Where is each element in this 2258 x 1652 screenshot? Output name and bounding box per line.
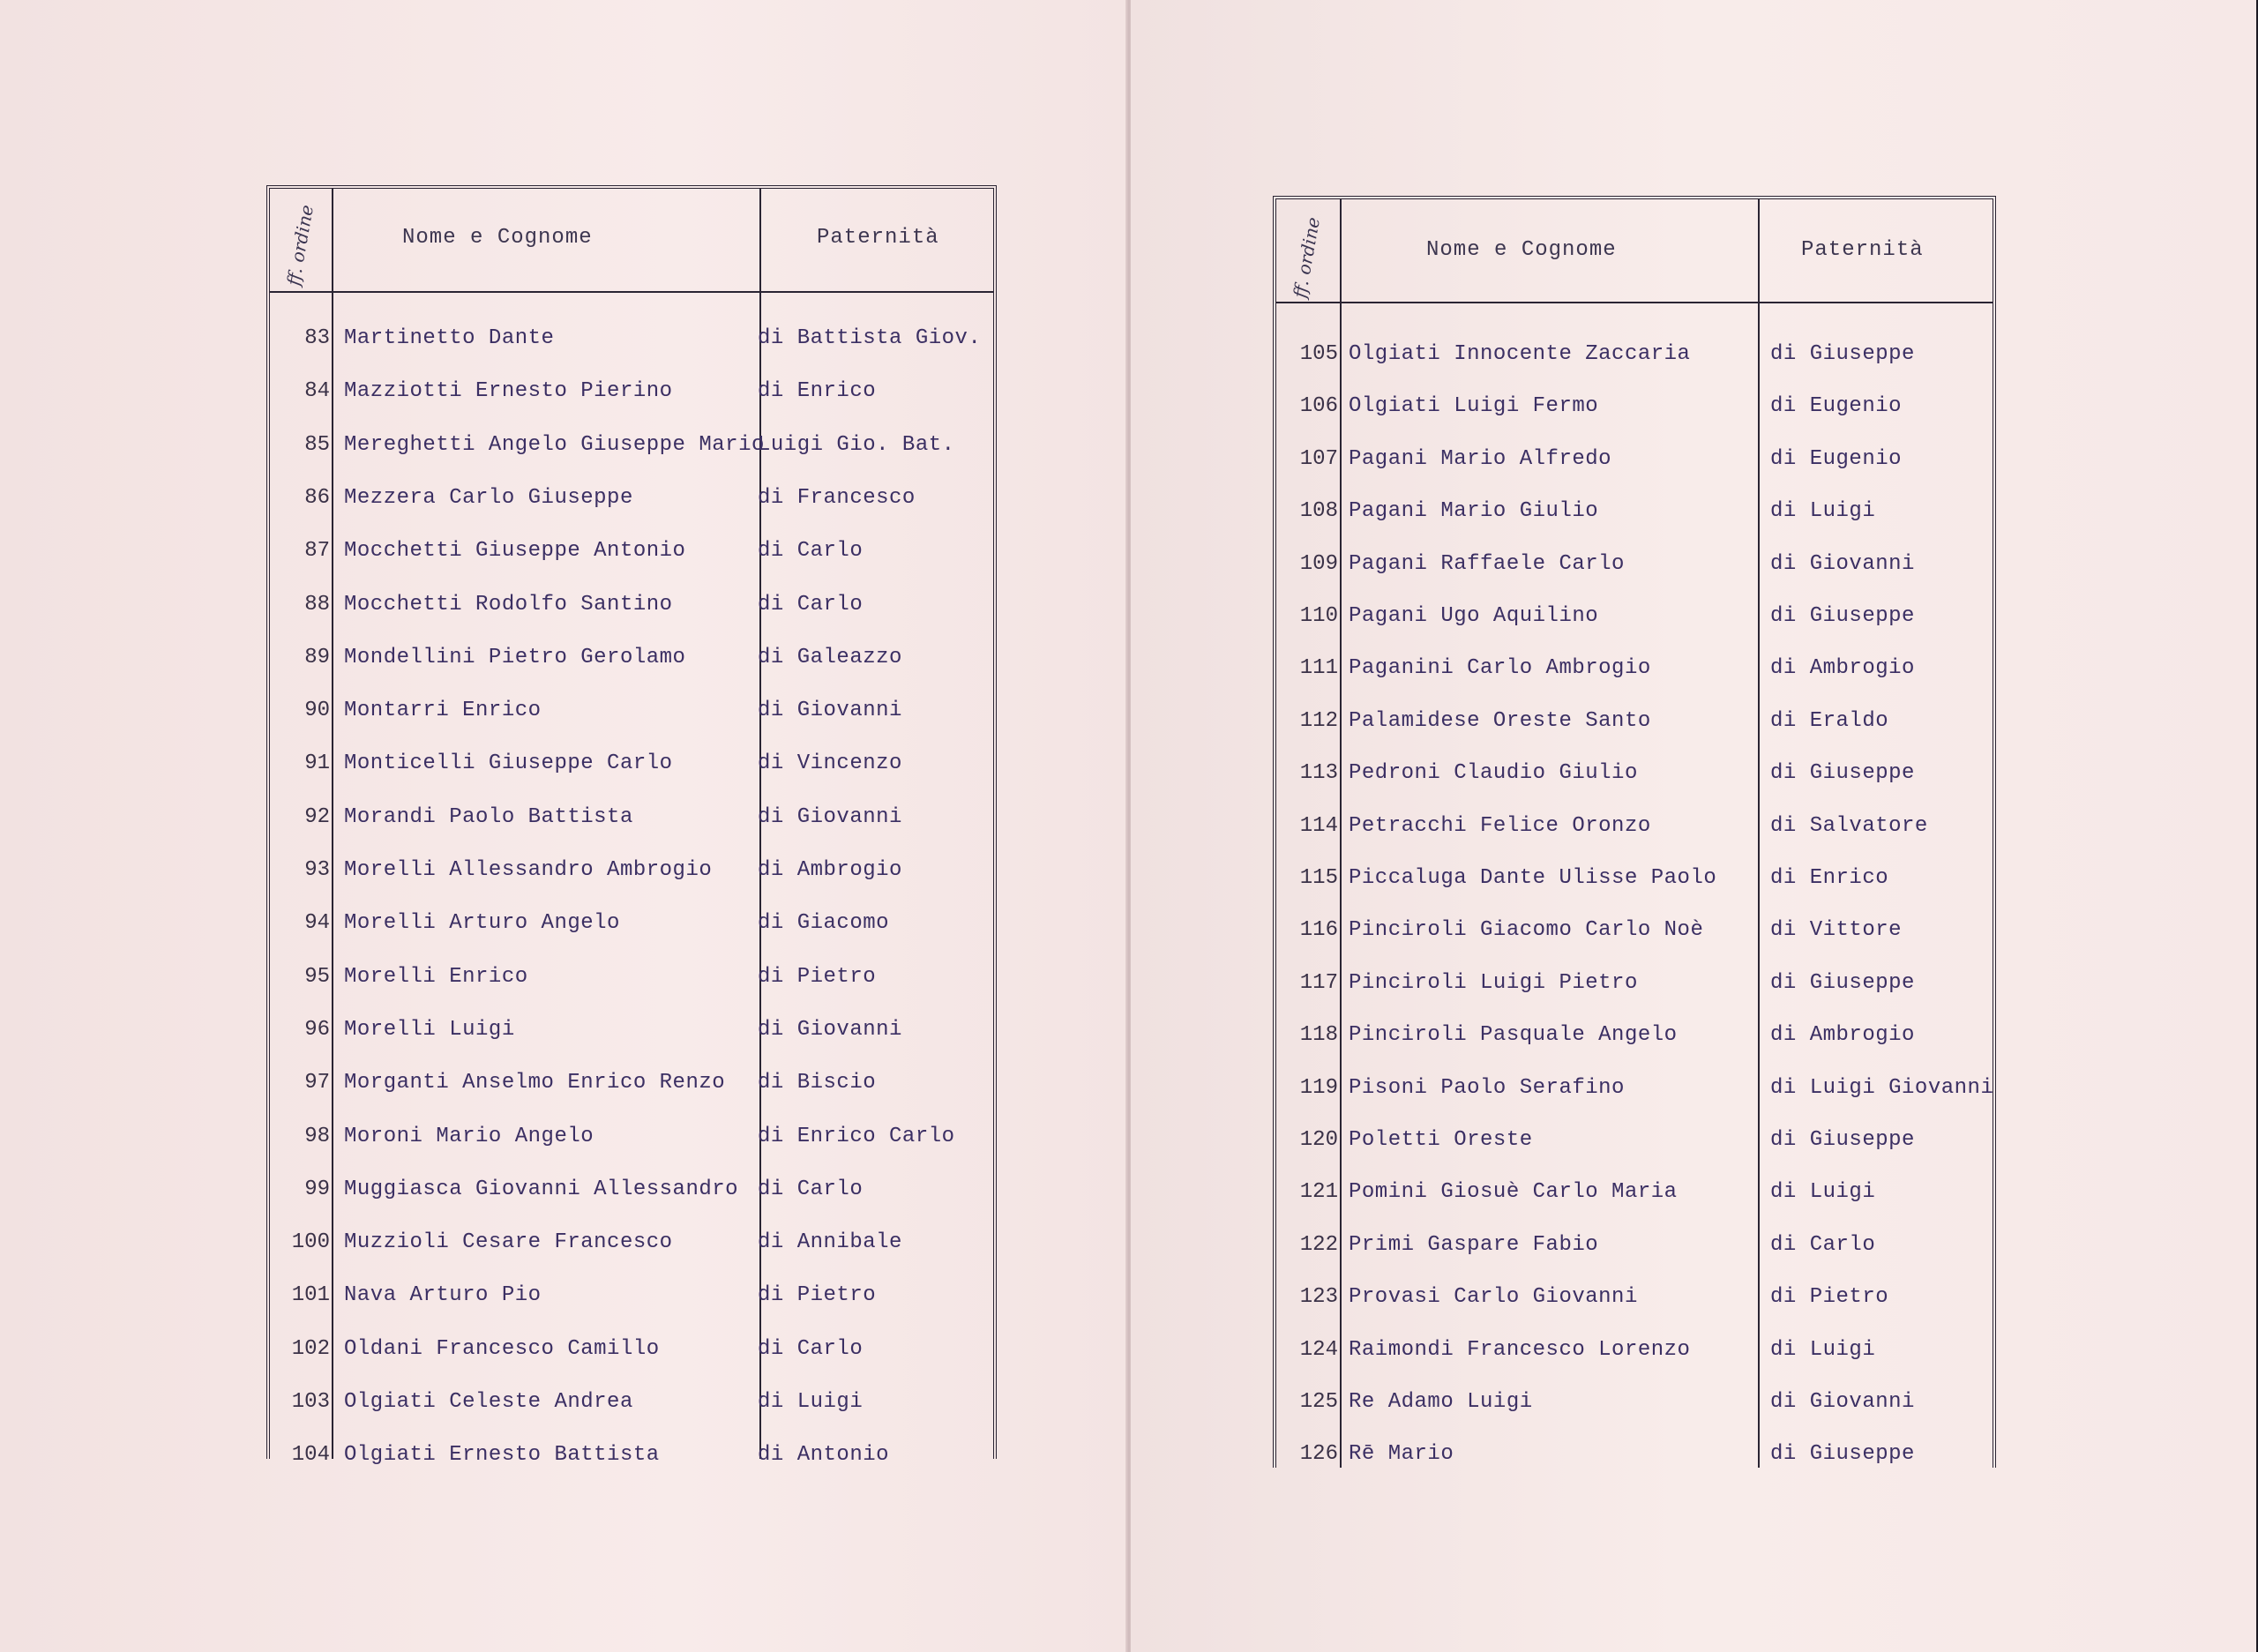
row-name: Pedroni Claudio Giulio — [1349, 761, 1638, 786]
row-name: Provasi Carlo Giovanni — [1349, 1285, 1638, 1310]
row-number: 86 — [304, 485, 330, 510]
row-paternity: di Giuseppe — [1770, 970, 1915, 995]
table-row — [1276, 756, 1993, 807]
row-name: Muzzioli Cesare Francesco — [344, 1230, 673, 1255]
table-row — [270, 321, 993, 372]
row-name: Morelli Luigi — [344, 1017, 515, 1042]
row-number: 120 — [1299, 1128, 1338, 1152]
row-number: 87 — [304, 539, 330, 564]
table-row — [1276, 389, 1993, 440]
row-paternity: di Eugenio — [1770, 394, 1903, 419]
row-number: 108 — [1299, 499, 1338, 524]
row-name: Pagani Mario Giulio — [1349, 499, 1599, 524]
row-paternity: di Annibale — [758, 1230, 902, 1255]
table-row — [270, 1065, 993, 1117]
row-paternity: di Enrico Carlo — [758, 1124, 955, 1148]
table-row — [1276, 337, 1993, 388]
row-paternity: di Ambrogio — [1770, 1023, 1915, 1048]
row-paternity: di Giuseppe — [1770, 1128, 1915, 1152]
row-paternity: di Ambrogio — [758, 858, 902, 882]
row-paternity: di Salvatore — [1770, 813, 1928, 838]
row-name: Morelli Allessandro Ambrogio — [344, 858, 713, 882]
header-paternity: Paternità — [1801, 238, 1924, 262]
row-name: Montarri Enrico — [344, 699, 542, 723]
row-paternity: di Giuseppe — [1770, 342, 1915, 366]
row-paternity: di Giovanni — [1770, 551, 1915, 576]
row-name: Palamidese Oreste Santo — [1349, 708, 1651, 733]
row-name: Pagani Mario Alfredo — [1349, 446, 1612, 471]
table-row — [1276, 1385, 1993, 1436]
row-number: 84 — [304, 379, 330, 404]
row-number: 110 — [1299, 604, 1338, 628]
row-number: 124 — [1299, 1337, 1338, 1362]
header-name: Nome e Cognome — [402, 226, 593, 250]
row-paternity: di Pietro — [1770, 1285, 1889, 1310]
table-row — [270, 746, 993, 797]
row-name: Mereghetti Angelo Giuseppe Mario — [344, 432, 765, 457]
register-table-right — [1273, 196, 1996, 1468]
row-paternity: di Giovanni — [758, 804, 902, 829]
row-paternity: di Giuseppe — [1770, 761, 1915, 786]
row-name: Olgiati Ernesto Battista — [344, 1443, 660, 1468]
row-name: Raimondi Francesco Lorenzo — [1349, 1337, 1691, 1362]
row-number: 111 — [1299, 656, 1338, 681]
row-name: Mocchetti Rodolfo Santino — [344, 592, 673, 617]
table-row — [1276, 1228, 1993, 1279]
row-paternity: di Giovanni — [758, 1017, 902, 1042]
header-name: Nome e Cognome — [1426, 238, 1617, 262]
row-number: 109 — [1299, 551, 1338, 576]
row-name: Piccaluga Dante Ulisse Paolo — [1349, 866, 1717, 890]
row-name: Pisoni Paolo Serafino — [1349, 1075, 1625, 1100]
row-name: Pinciroli Giacomo Carlo Noè — [1349, 918, 1704, 943]
row-number: 99 — [304, 1177, 330, 1201]
table-row — [1276, 1437, 1993, 1488]
row-number: 100 — [291, 1230, 330, 1255]
table-row — [1276, 651, 1993, 702]
row-name: Pomini Giosuè Carlo Maria — [1349, 1180, 1678, 1205]
table-row — [270, 960, 993, 1011]
row-number: 125 — [1299, 1390, 1338, 1414]
row-number: 117 — [1299, 970, 1338, 995]
row-number: 115 — [1299, 866, 1338, 890]
row-number: 106 — [1299, 394, 1338, 419]
row-name: Mazziotti Ernesto Pierino — [344, 379, 673, 404]
row-paternity: di Francesco — [758, 485, 916, 510]
row-paternity: di Pietro — [758, 1283, 877, 1308]
table-row — [1276, 547, 1993, 598]
table-row — [270, 640, 993, 691]
row-paternity: di Eugenio — [1770, 446, 1903, 471]
row-paternity: di Biscio — [758, 1071, 877, 1095]
row-name: Morganti Anselmo Enrico Renzo — [344, 1071, 726, 1095]
table-row — [270, 1332, 993, 1383]
row-paternity: di Carlo — [758, 1336, 864, 1361]
table-row — [1276, 913, 1993, 964]
table-row — [270, 1172, 993, 1223]
table-row — [270, 587, 993, 639]
row-paternity: di Giuseppe — [1770, 1442, 1915, 1467]
row-paternity: di Enrico — [1770, 866, 1889, 890]
row-paternity: di Battista Giov. — [758, 326, 982, 350]
row-name: Mocchetti Giuseppe Antonio — [344, 539, 686, 564]
row-number: 112 — [1299, 708, 1338, 733]
row-paternity: di Vincenzo — [758, 751, 902, 776]
row-name: Mezzera Carlo Giuseppe — [344, 485, 633, 510]
row-paternity: di Carlo — [758, 1177, 864, 1201]
table-row — [270, 1119, 993, 1170]
row-number: 107 — [1299, 446, 1338, 471]
table-row — [1276, 1280, 1993, 1331]
table-row — [1276, 966, 1993, 1017]
row-name: Morelli Enrico — [344, 964, 528, 989]
row-paternity: di Luigi — [1770, 499, 1876, 524]
row-name: Olgiati Celeste Andrea — [344, 1390, 633, 1414]
table-row — [1276, 809, 1993, 860]
row-paternity: di Carlo — [758, 539, 864, 564]
row-number: 119 — [1299, 1075, 1338, 1100]
row-number: 114 — [1299, 813, 1338, 838]
row-number: 121 — [1299, 1180, 1338, 1205]
table-row — [1276, 704, 1993, 755]
table-row — [270, 374, 993, 425]
table-row — [1276, 1123, 1993, 1174]
row-paternity: di Giacomo — [758, 911, 890, 936]
row-paternity: di Vittore — [1770, 918, 1903, 943]
row-name: Primi Gaspare Fabio — [1349, 1232, 1599, 1257]
table-row — [270, 1013, 993, 1064]
table-row — [1276, 1071, 1993, 1122]
row-number: 118 — [1299, 1023, 1338, 1048]
row-paternity: di Galeazzo — [758, 645, 902, 669]
row-paternity: di Luigi — [1770, 1180, 1876, 1205]
table-row — [270, 534, 993, 585]
row-name: Olgiati Innocente Zaccaria — [1349, 342, 1691, 366]
row-number: 94 — [304, 911, 330, 936]
row-paternity: di Giuseppe — [1770, 604, 1915, 628]
row-name: Muggiasca Giovanni Allessandro — [344, 1177, 739, 1201]
row-paternity: di Enrico — [758, 379, 877, 404]
table-row — [270, 428, 993, 479]
row-paternity: di Giovanni — [1770, 1390, 1915, 1414]
row-name: Morelli Arturo Angelo — [344, 911, 620, 936]
table-row — [1276, 442, 1993, 493]
row-paternity: di Luigi — [1770, 1337, 1876, 1362]
register-table-left — [266, 185, 997, 1468]
row-number: 104 — [291, 1443, 330, 1468]
row-name: Re Adamo Luigi — [1349, 1390, 1533, 1414]
row-paternity: di Pietro — [758, 964, 877, 989]
row-name: Olgiati Luigi Fermo — [1349, 394, 1599, 419]
row-number: 116 — [1299, 918, 1338, 943]
row-number: 83 — [304, 326, 330, 350]
row-number: 101 — [291, 1283, 330, 1308]
row-name: Nava Arturo Pio — [344, 1283, 542, 1308]
row-number: 93 — [304, 858, 330, 882]
row-number: 102 — [291, 1336, 330, 1361]
table-row — [270, 800, 993, 851]
row-number: 98 — [304, 1124, 330, 1148]
row-name: Pinciroli Luigi Pietro — [1349, 970, 1638, 995]
row-name: Pagani Raffaele Carlo — [1349, 551, 1625, 576]
row-number: 123 — [1299, 1285, 1338, 1310]
table-row — [270, 906, 993, 957]
table-row — [1276, 1018, 1993, 1069]
row-number: 103 — [291, 1390, 330, 1414]
row-name: Pinciroli Pasquale Angelo — [1349, 1023, 1678, 1048]
table-row — [1276, 599, 1993, 650]
row-number: 95 — [304, 964, 330, 989]
row-name: Martinetto Dante — [344, 326, 555, 350]
row-paternity: di Antonio — [758, 1443, 890, 1468]
row-paternity: di Carlo — [758, 592, 864, 617]
table-row — [270, 693, 993, 744]
table-row — [1276, 494, 1993, 545]
row-number: 92 — [304, 804, 330, 829]
row-name: Poletti Oreste — [1349, 1128, 1533, 1152]
row-name: Pagani Ugo Aquilino — [1349, 604, 1599, 628]
table-row — [270, 1278, 993, 1329]
row-name: Paganini Carlo Ambrogio — [1349, 656, 1651, 681]
row-paternity: di Eraldo — [1770, 708, 1889, 733]
row-name: Petracchi Felice Oronzo — [1349, 813, 1651, 838]
table-row — [270, 1438, 993, 1489]
row-number: 85 — [304, 432, 330, 457]
row-number: 88 — [304, 592, 330, 617]
row-number: 91 — [304, 751, 330, 776]
row-name: Moroni Mario Angelo — [344, 1124, 594, 1148]
row-number: 90 — [304, 699, 330, 723]
row-number: 96 — [304, 1017, 330, 1042]
row-paternity: Luigi Gio. Bat. — [758, 432, 955, 457]
row-paternity: di Carlo — [1770, 1232, 1876, 1257]
signature-mark-icon: ff. ordine — [282, 203, 318, 288]
table-row — [1276, 1333, 1993, 1384]
header-rule — [270, 291, 993, 293]
row-name: Mondellini Pietro Gerolamo — [344, 645, 686, 669]
row-name: Oldani Francesco Camillo — [344, 1336, 660, 1361]
table-row — [270, 1385, 993, 1436]
row-number: 113 — [1299, 761, 1338, 786]
table-row — [270, 853, 993, 904]
row-name: Monticelli Giuseppe Carlo — [344, 751, 673, 776]
table-row — [1276, 1175, 1993, 1226]
signature-mark-icon: ff. ordine — [1289, 215, 1325, 300]
row-paternity: di Luigi Giovanni — [1770, 1075, 1994, 1100]
row-number: 122 — [1299, 1232, 1338, 1257]
table-row — [270, 1225, 993, 1276]
row-name: Rē Mario — [1349, 1442, 1454, 1467]
row-number: 126 — [1299, 1442, 1338, 1467]
row-number: 89 — [304, 645, 330, 669]
row-number: 97 — [304, 1071, 330, 1095]
row-paternity: di Luigi — [758, 1390, 864, 1414]
table-row — [1276, 861, 1993, 912]
row-number: 105 — [1299, 342, 1338, 366]
header-paternity: Paternità — [817, 226, 939, 250]
row-paternity: di Ambrogio — [1770, 656, 1915, 681]
header-rule — [1276, 302, 1993, 303]
table-row — [270, 481, 993, 532]
row-name: Morandi Paolo Battista — [344, 804, 633, 829]
row-paternity: di Giovanni — [758, 699, 902, 723]
